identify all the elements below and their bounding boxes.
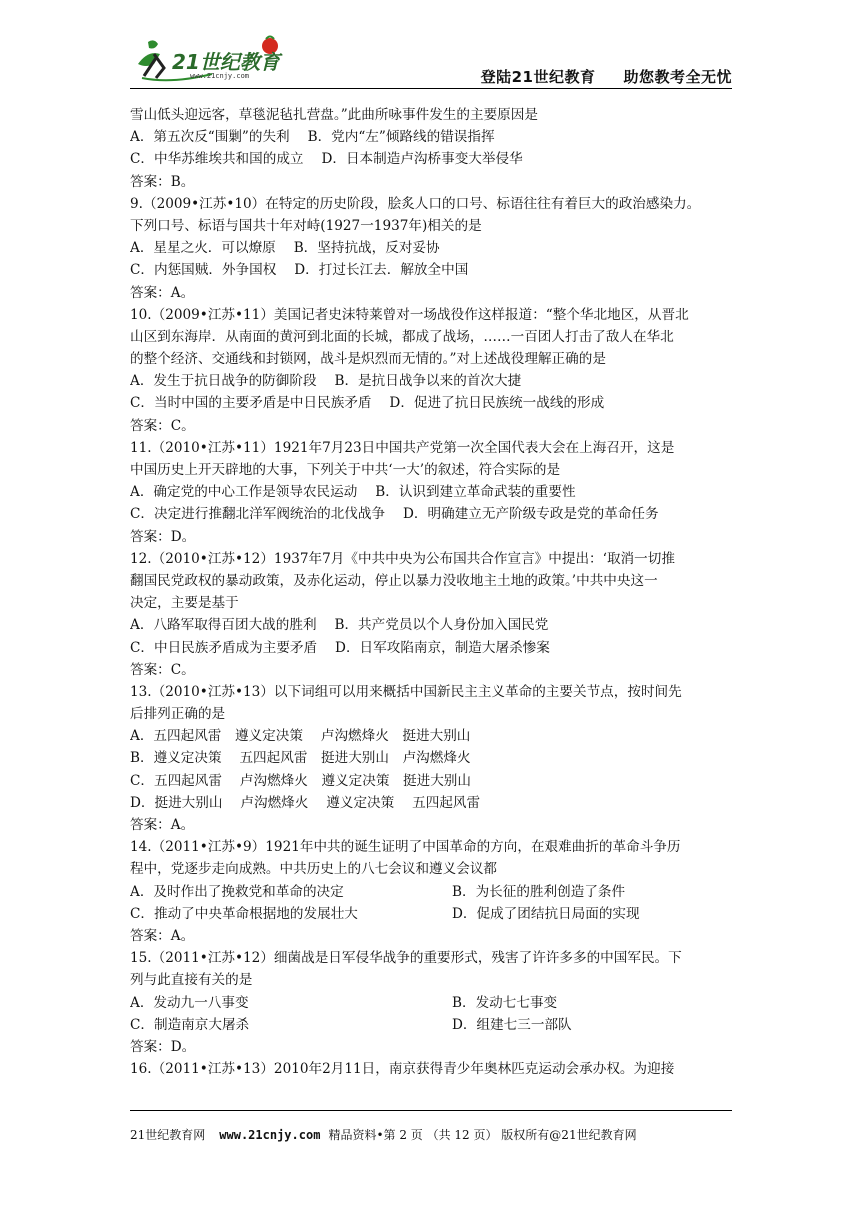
- text-line: 翻国民党政权的暴动政策，及赤化运动，停止以暴力没收地主土地的政策。’中共中央这一: [130, 572, 658, 589]
- option-b: B．坚持抗战，反对妥协: [293, 240, 440, 257]
- option-line: [130, 370, 735, 392]
- option-b: D．促成了团结抗日局面的实现: [452, 905, 640, 922]
- option-a: C．中日民族矛盾成为主要矛盾: [130, 639, 318, 656]
- option-line: [130, 481, 735, 503]
- option-gap: [290, 129, 308, 145]
- text-line: 14.（2011•江苏•9）1921年中共的诞生证明了中国革命的方向，在艰难曲折的革命斗争历: [130, 839, 681, 856]
- option-a: A．星星之火．可以燎原: [130, 240, 276, 257]
- option-a: C．中华苏维埃共和国的成立: [130, 151, 304, 168]
- option-line: [130, 126, 735, 148]
- option-line: [130, 614, 735, 636]
- footer-divider: [130, 1110, 732, 1111]
- text-line: 决定，主要是基于: [130, 595, 239, 612]
- document-body: [130, 104, 735, 1080]
- option-a: C．决定进行推翻北洋军阀统治的北伐战争: [130, 506, 386, 523]
- site-logo: [130, 34, 290, 86]
- text-line: 10.（2009•江苏•11）美国记者史沫特莱曾对一场战役作这样报道：“整个华北地区，从晋北: [130, 306, 689, 323]
- option-b: D．日军攻陷南京，制造大屠杀惨案: [335, 639, 550, 656]
- text-line: 12.（2010•江苏•12）1937年7月《中共中央为公布国共合作宣言》中提出：‘取消一切推: [130, 550, 675, 567]
- option-a: A．八路军取得百团大战的胜利: [130, 617, 317, 634]
- option-gap: [276, 240, 294, 256]
- option-b: B．党内“左”倾路线的错误指挥: [307, 129, 495, 146]
- text-line: 下列口号、标语与国共十年对峙(1927一1937年)相关的是: [130, 217, 482, 234]
- option-line: [130, 259, 735, 281]
- text-line: 程中，党逐步走向成熟。中共历史上的八七会议和遵义会议都: [130, 861, 498, 878]
- option-grid-line: [130, 992, 735, 1014]
- option-grid-line: [130, 1014, 735, 1036]
- option-b: D．促进了抗日民族统一战线的形成: [389, 395, 605, 412]
- page-footer: [130, 1110, 732, 1143]
- option-line: [130, 148, 735, 170]
- text-line: B．遵义定决策 五四起风雷 挺进大别山 卢沟燃烽火: [130, 750, 471, 767]
- option-grid-line: [130, 903, 735, 925]
- text-line: 13.（2010•江苏•13）以下词组可以用来概括中国新民主主义革命的主要关节点，按时间先: [130, 683, 682, 700]
- footer-left: 21世纪教育网: [130, 1128, 206, 1142]
- text-line: 11.（2010•江苏•11）1921年7月23日中国共产党第一次全国代表大会在上海召开，这是: [130, 439, 675, 456]
- option-b: D．日本制造卢沟桥事变大举侵华: [321, 151, 523, 168]
- option-gap: [372, 395, 390, 411]
- option-gap: [317, 640, 335, 656]
- logo-url: www.21cnjy.com: [190, 72, 250, 80]
- option-gap: [304, 151, 322, 167]
- option-a: A．第五次反“围剿”的失利: [130, 129, 290, 146]
- footer-text: [130, 1126, 732, 1143]
- text-line: 16.（2011•江苏•13）2010年2月11日，南京获得青少年奥林匹克运动会承办权。为迎接: [130, 1061, 675, 1078]
- text-line: 15.（2011•江苏•12）细菌战是日军侵华战争的重要形式，残害了许许多多的中国军民。下: [130, 950, 682, 967]
- header-slogan: [481, 66, 732, 87]
- text-line: 答案：B。: [130, 173, 195, 190]
- option-b: B．共产党员以个人身份加入国民党: [334, 617, 549, 634]
- option-b: D．组建七三一部队: [452, 1016, 572, 1033]
- option-line: [130, 637, 735, 659]
- text-line: 答案：A。: [130, 284, 195, 301]
- option-line: [130, 503, 735, 525]
- option-a: C．内惩国贼．外争国权: [130, 262, 277, 279]
- option-a: C．当时中国的主要矛盾是中日民族矛盾: [130, 395, 372, 412]
- footer-right: 精品资料•第 2 页 （共 12 页） 版权所有@21世纪教育网: [328, 1128, 637, 1142]
- page-header: [130, 30, 732, 90]
- footer-site-link[interactable]: www.21cnjy.com: [219, 1128, 321, 1142]
- option-a: A．确定党的中心工作是领导农民运动: [130, 484, 358, 501]
- text-line: 列与此直接有关的是: [130, 972, 253, 989]
- header-divider: [130, 88, 732, 89]
- option-a: A．发动九一八事变: [130, 994, 249, 1011]
- option-b: D．打过长江去．解放全中国: [294, 262, 469, 279]
- option-line: [130, 237, 735, 259]
- text-line: 雪山低头迎远客，草毯泥毡扎营盘。”此曲所咏事件发生的主要原因是: [130, 107, 538, 123]
- text-line: 答案：C。: [130, 661, 195, 678]
- option-a: C．推动了中央革命根据地的发展壮大: [130, 905, 358, 922]
- option-a: C．制造南京大屠杀: [130, 1016, 250, 1033]
- option-line: [130, 392, 735, 414]
- option-b: B．发动七七事变: [452, 994, 558, 1011]
- option-a: A．发生于抗日战争的防御阶段: [130, 373, 317, 390]
- option-b: B．为长征的胜利创造了条件: [452, 883, 626, 900]
- text-line: 答案：D。: [130, 1038, 196, 1055]
- option-b: B．是抗日战争以来的首次大捷: [334, 373, 522, 390]
- text-line: C．五四起风雷 卢沟燃烽火 遵义定决策 挺进大别山: [130, 772, 471, 789]
- text-line: 答案：D。: [130, 528, 196, 545]
- option-grid-line: [130, 881, 735, 903]
- text-line: 后排列正确的是: [130, 706, 226, 723]
- text-line: D．挺进大别山 卢沟燃烽火 遵义定决策 五四起风雷: [130, 794, 481, 811]
- option-gap: [276, 262, 294, 278]
- option-gap: [357, 484, 375, 500]
- text-line: 答案：C。: [130, 417, 195, 434]
- text-line: 答案：A。: [130, 817, 195, 833]
- option-gap: [317, 373, 335, 389]
- option-b: D．明确建立无产阶级专政是党的革命任务: [403, 506, 659, 523]
- option-b: B．认识到建立革命武装的重要性: [375, 484, 576, 501]
- text-line: 山区到东海岸．从南面的黄河到北面的长城，都成了战场，……一百团人打击了敌人在华北: [130, 328, 674, 345]
- text-line: 中国历史上开天辟地的大事，下列关于中共‘一大’的叙述，符合实际的是: [130, 462, 561, 478]
- text-line: A．五四起风雷 遵义定决策 卢沟燃烽火 挺进大别山: [130, 728, 471, 745]
- logo-text: 21世纪教育: [172, 50, 280, 74]
- text-line: 9.（2009•江苏•10）在特定的历史阶段，脍炙人口的口号、标语往往有着巨大的政治感染力。: [130, 195, 701, 212]
- text-line: 答案：A。: [130, 927, 195, 944]
- option-a: A．及时作出了挽救党和革命的决定: [130, 883, 344, 900]
- text-line: 的整个经济、交通线和封锁网，战斗是炽烈而无情的。”对上述战役理解正确的是: [130, 351, 606, 368]
- option-gap: [385, 506, 403, 522]
- option-gap: [317, 617, 335, 633]
- slogan-right: 助您教考全无忧: [623, 68, 732, 86]
- slogan-left: 登陆21世纪教育: [480, 68, 596, 86]
